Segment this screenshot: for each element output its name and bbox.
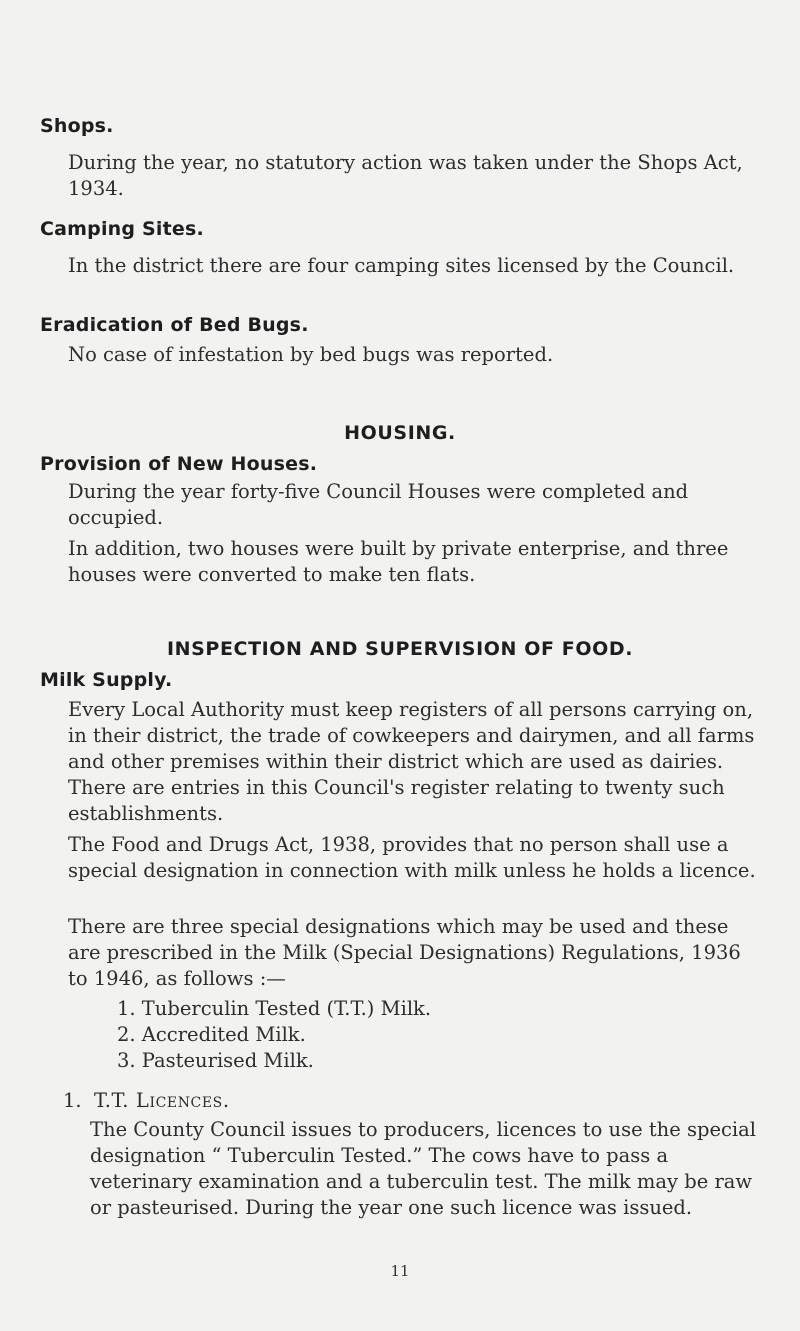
tt-licences-title: T.T. Licences. xyxy=(94,1089,230,1112)
housing-paragraph-1: During the year forty-five Council Houses were completed and occupied. xyxy=(68,480,689,529)
camping-paragraph: In the district there are four camping sites licensed by the Council. xyxy=(68,254,735,277)
shops-heading: Shops. xyxy=(40,115,114,137)
page-number: 11 xyxy=(390,1262,410,1280)
housing-subheading: Provision of New Houses. xyxy=(40,453,318,475)
designation-item-2: 2. Accredited Milk. xyxy=(117,1023,306,1046)
tt-licences-heading xyxy=(63,1088,230,1114)
milk-supply-heading: Milk Supply. xyxy=(40,669,173,691)
shops-paragraph: During the year, no statutory action was taken under the Shops Act, 1934. xyxy=(68,151,743,200)
bedbugs-heading: Eradication of Bed Bugs. xyxy=(40,314,309,336)
bedbugs-paragraph: No case of infestation by bed bugs was reported. xyxy=(68,343,554,366)
housing-title: HOUSING. xyxy=(344,422,456,444)
tt-licences-paragraph: The County Council issues to producers, licences to use the special designation “ Tuberculin Tested.” The cows have to pass a veterinary examination and a tuberculin test. The milk may be raw or pasteurised. During the year one such licence was issued. xyxy=(90,1118,757,1219)
housing-paragraph-2: In addition, two houses were built by private enterprise, and three houses were converted to make ten flats. xyxy=(68,537,729,586)
food-paragraph-2: The Food and Drugs Act, 1938, provides that no person shall use a special designation in connection with milk unless he holds a licence. xyxy=(68,833,756,882)
designation-item-3: 3. Pasteurised Milk. xyxy=(117,1049,314,1072)
food-paragraph-3: There are three special designations which may be used and these are prescribed in the Milk (Special Designations) Regulations, 1936 to 1946, as follows :— xyxy=(68,915,741,990)
tt-licences-number: 1. xyxy=(63,1089,82,1112)
food-paragraph-1: Every Local Authority must keep registers of all persons carrying on, in their district, the trade of cowkeepers and dairymen, and all farms and other premises within their district which are used as dairies. There are entries in this Council's register relating to twenty such establishments. xyxy=(68,698,755,825)
designation-item-1: 1. Tuberculin Tested (T.T.) Milk. xyxy=(117,997,432,1020)
food-title: INSPECTION AND SUPERVISION OF FOOD. xyxy=(166,638,634,660)
camping-heading: Camping Sites. xyxy=(40,218,204,240)
